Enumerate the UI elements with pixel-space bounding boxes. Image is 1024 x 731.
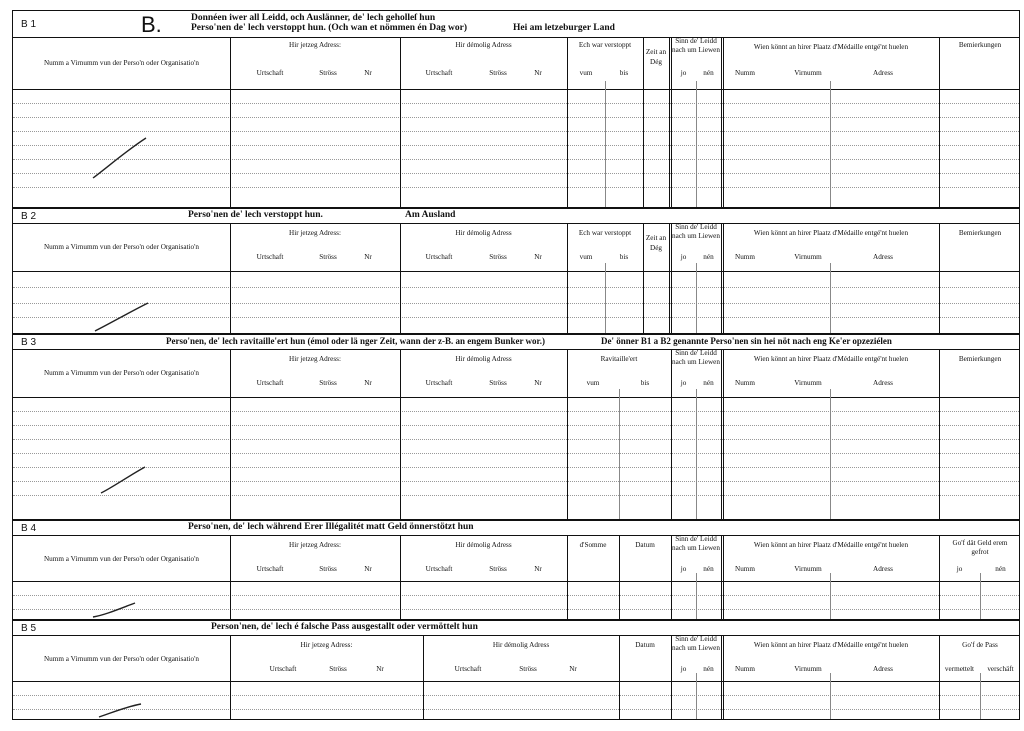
section-title: Person'nen, de' lech é falsche Pass ausgestallt oder vermöttelt hun: [211, 622, 478, 632]
medal-header: Wien könnt an hirer Plaatz d'Médaille entgé'nt huelen: [753, 355, 909, 363]
no-header: nén: [703, 379, 714, 387]
from-header: vum: [579, 253, 593, 261]
section-code: B 5: [21, 623, 37, 634]
entry-area[interactable]: [13, 397, 1019, 519]
former-address-header: Hir démolig Adress: [455, 229, 512, 237]
street-header: Ströss: [329, 665, 347, 673]
issued-header: vermettelt: [944, 665, 975, 673]
handwritten-slash: [93, 301, 153, 335]
yes-header: jo: [680, 565, 687, 573]
current-address-header: Hir jetzeg Adress:: [289, 541, 341, 549]
locality-header: Urtschaft: [425, 379, 453, 387]
time-days-header: Zeit an Dég: [645, 234, 667, 252]
section-title: Perso'nen de' lech verstoppt hun.: [188, 210, 323, 220]
column-header-row: [13, 535, 1019, 582]
entry-area[interactable]: [13, 581, 1019, 619]
number-header: Nr: [364, 253, 372, 261]
section-title: Perso'nen, de' lech während Erer Illégalitét matt Geld önnerstötzt hun: [188, 522, 474, 532]
section-title-line1: Donnéen iwer all Leidd, och Auslänner, de' lech geholleſ hun: [191, 13, 436, 23]
medal-firstname-header: Virnumm: [794, 253, 822, 261]
section-title: Perso'nen, de' lech ravitaille'ert hun (émol oder lä nger Zeit, wann der z-B. an engem Bunker wor.): [166, 336, 545, 346]
current-address-header: Hir jetzeg Adress:: [300, 641, 353, 649]
hidden-header: Ech war verstoppt: [578, 41, 632, 49]
entry-area[interactable]: [13, 681, 1019, 719]
medal-address-header: Adress: [873, 379, 893, 387]
no-header: nén: [703, 253, 714, 261]
section-title-note: De' önner B1 a B2 genannte Perso'nen sin hei nöt nach eng Ke'er opzeziélen: [601, 336, 892, 346]
name-column-header: Numm a Virnumm vun der Perso'n oder Organisatio'n: [43, 243, 199, 251]
medal-header: Wien könnt an hirer Plaatz d'Médaille entgé'nt huelen: [753, 229, 909, 237]
date-header: Datum: [635, 541, 655, 549]
current-address-header: Hir jetzeg Adress:: [289, 41, 341, 49]
street-header: Ströss: [489, 253, 507, 261]
medal-header: Wien könnt an hirer Plaatz d'Médaille entgé'nt huelen: [753, 43, 909, 51]
died-header: Sinn de' Leidd nach um Liewen: [672, 37, 720, 54]
number-header: Nr: [364, 69, 372, 77]
medal-name-header: Numm: [735, 253, 755, 261]
street-header: Ströss: [519, 665, 537, 673]
no-header: nén: [703, 69, 714, 77]
section-b5-header: [13, 621, 1019, 636]
locality-header: Urtschaft: [256, 253, 284, 261]
remarks-header: Bemierkungen: [958, 41, 1002, 49]
section-b3: [12, 334, 1020, 520]
medal-address-header: Adress: [873, 253, 893, 261]
to-header: bis: [619, 253, 629, 261]
section-title-place: Hei am letzeburger Land: [513, 23, 615, 33]
medal-name-header: Numm: [735, 69, 755, 77]
column-header-row: [13, 223, 1019, 272]
section-b4-header: [13, 521, 1019, 536]
time-days-header: Zeit an Dég: [645, 48, 667, 66]
passport-header: Go'f de Pass: [962, 641, 998, 649]
medal-firstname-header: Virnumm: [794, 565, 822, 573]
yes-header: jo: [680, 69, 687, 77]
number-header: Nr: [364, 565, 372, 573]
street-header: Ströss: [319, 379, 337, 387]
remarks-header: Bemierkungen: [958, 355, 1002, 363]
yes-header: jo: [680, 253, 687, 261]
handwritten-slash: [91, 136, 151, 181]
date-header: Datum: [635, 641, 655, 649]
section-title-place: Am Ausland: [405, 210, 456, 220]
street-header: Ströss: [489, 565, 507, 573]
name-column-header: Numm a Virnumm vun der Perso'n oder Organisatio'n: [43, 59, 199, 67]
handwritten-slash: [91, 601, 141, 621]
medal-address-header: Adress: [873, 665, 893, 673]
died-header: Sinn de' Leidd nach um Liewen: [672, 223, 720, 240]
number-header: Nr: [534, 69, 542, 77]
current-address-header: Hir jetzeg Adress:: [289, 355, 341, 363]
locality-header: Urtschaft: [269, 665, 297, 673]
money-back-header: Go'f dät Geld erem gefrot: [952, 539, 1008, 556]
section-code: B 1: [21, 19, 37, 30]
number-header: Nr: [534, 379, 542, 387]
no-header: nén: [995, 565, 1006, 573]
entry-area[interactable]: [13, 89, 1019, 207]
from-header: vum: [586, 379, 600, 387]
former-address-header: Hir démolig Adress: [455, 541, 512, 549]
medal-header: Wien könnt an hirer Plaatz d'Médaille entgé'nt huelen: [753, 641, 909, 649]
street-header: Ströss: [489, 69, 507, 77]
medal-address-header: Adress: [873, 565, 893, 573]
street-header: Ströss: [319, 69, 337, 77]
supplied-header: Ravitaille'ert: [600, 355, 638, 363]
street-header: Ströss: [319, 565, 337, 573]
section-code: B 4: [21, 523, 37, 534]
died-header: Sinn de' Leidd nach um Liewen: [672, 349, 720, 366]
died-header: Sinn de' Leidd nach um Liewen: [672, 535, 720, 552]
remarks-header: Bemierkungen: [958, 229, 1002, 237]
street-header: Ströss: [489, 379, 507, 387]
locality-header: Urtschaft: [256, 379, 284, 387]
medal-name-header: Numm: [735, 665, 755, 673]
former-address-header: Hir démolig Adress: [455, 355, 512, 363]
medal-firstname-header: Virnumm: [794, 69, 822, 77]
medal-header: Wien könnt an hirer Plaatz d'Médaille entgé'nt huelen: [753, 541, 909, 549]
section-b3-header: [13, 335, 1019, 350]
medal-firstname-header: Virnumm: [794, 665, 822, 673]
section-b2-header: [13, 209, 1019, 224]
locality-header: Urtschaft: [454, 665, 482, 673]
died-header: Sinn de' Leidd nach um Liewen: [672, 635, 720, 652]
medal-name-header: Numm: [735, 565, 755, 573]
number-header: Nr: [569, 665, 577, 673]
number-header: Nr: [534, 565, 542, 573]
number-header: Nr: [376, 665, 384, 673]
section-b1: [12, 10, 1020, 208]
section-code: B 3: [21, 337, 37, 348]
section-b4: [12, 520, 1020, 620]
locality-header: Urtschaft: [256, 69, 284, 77]
former-address-header: Hir démolig Adress: [455, 41, 512, 49]
yes-header: jo: [680, 665, 687, 673]
form-letter: B.: [141, 12, 162, 37]
form-page: [12, 10, 1020, 720]
no-header: nén: [703, 565, 714, 573]
no-header: nén: [703, 665, 714, 673]
section-code: B 2: [21, 211, 37, 222]
to-header: bis: [619, 69, 629, 77]
name-column-header: Numm a Virnumm vun der Perso'n oder Organisatio'n: [43, 369, 199, 377]
medal-firstname-header: Virnumm: [794, 379, 822, 387]
column-header-row: [13, 349, 1019, 398]
street-header: Ströss: [319, 253, 337, 261]
yes-header: jo: [680, 379, 687, 387]
name-column-header: Numm a Virnumm vun der Perso'n oder Organisatio'n: [43, 555, 199, 563]
to-header: bis: [640, 379, 650, 387]
section-b5: [12, 620, 1020, 720]
handwritten-slash: [97, 701, 147, 721]
section-title-line2: Perso'nen de' lech verstoppt hun. (Och wan et nömmen én Dag wor): [191, 23, 468, 33]
former-address-header: Hir démolig Adress: [492, 641, 550, 649]
name-column-header: Numm a Virnumm vun der Perso'n oder Organisatio'n: [43, 655, 199, 663]
section-b1-header: [13, 11, 1019, 38]
from-header: vum: [579, 69, 593, 77]
number-header: Nr: [364, 379, 372, 387]
medal-name-header: Numm: [735, 379, 755, 387]
made-header: verschäft: [987, 665, 1014, 673]
medal-address-header: Adress: [873, 69, 893, 77]
yes-header: jo: [956, 565, 963, 573]
locality-header: Urtschaft: [256, 565, 284, 573]
current-address-header: Hir jetzeg Adress:: [289, 229, 341, 237]
column-header-row: [13, 635, 1019, 682]
handwritten-slash: [99, 465, 149, 497]
hidden-header: Ech war verstoppt: [578, 229, 632, 237]
sum-header: d'Somme: [579, 541, 607, 549]
locality-header: Urtschaft: [425, 565, 453, 573]
entry-area[interactable]: [13, 271, 1019, 333]
column-header-row: [13, 37, 1019, 90]
locality-header: Urtschaft: [425, 69, 453, 77]
locality-header: Urtschaft: [425, 253, 453, 261]
section-b2: [12, 208, 1020, 334]
number-header: Nr: [534, 253, 542, 261]
